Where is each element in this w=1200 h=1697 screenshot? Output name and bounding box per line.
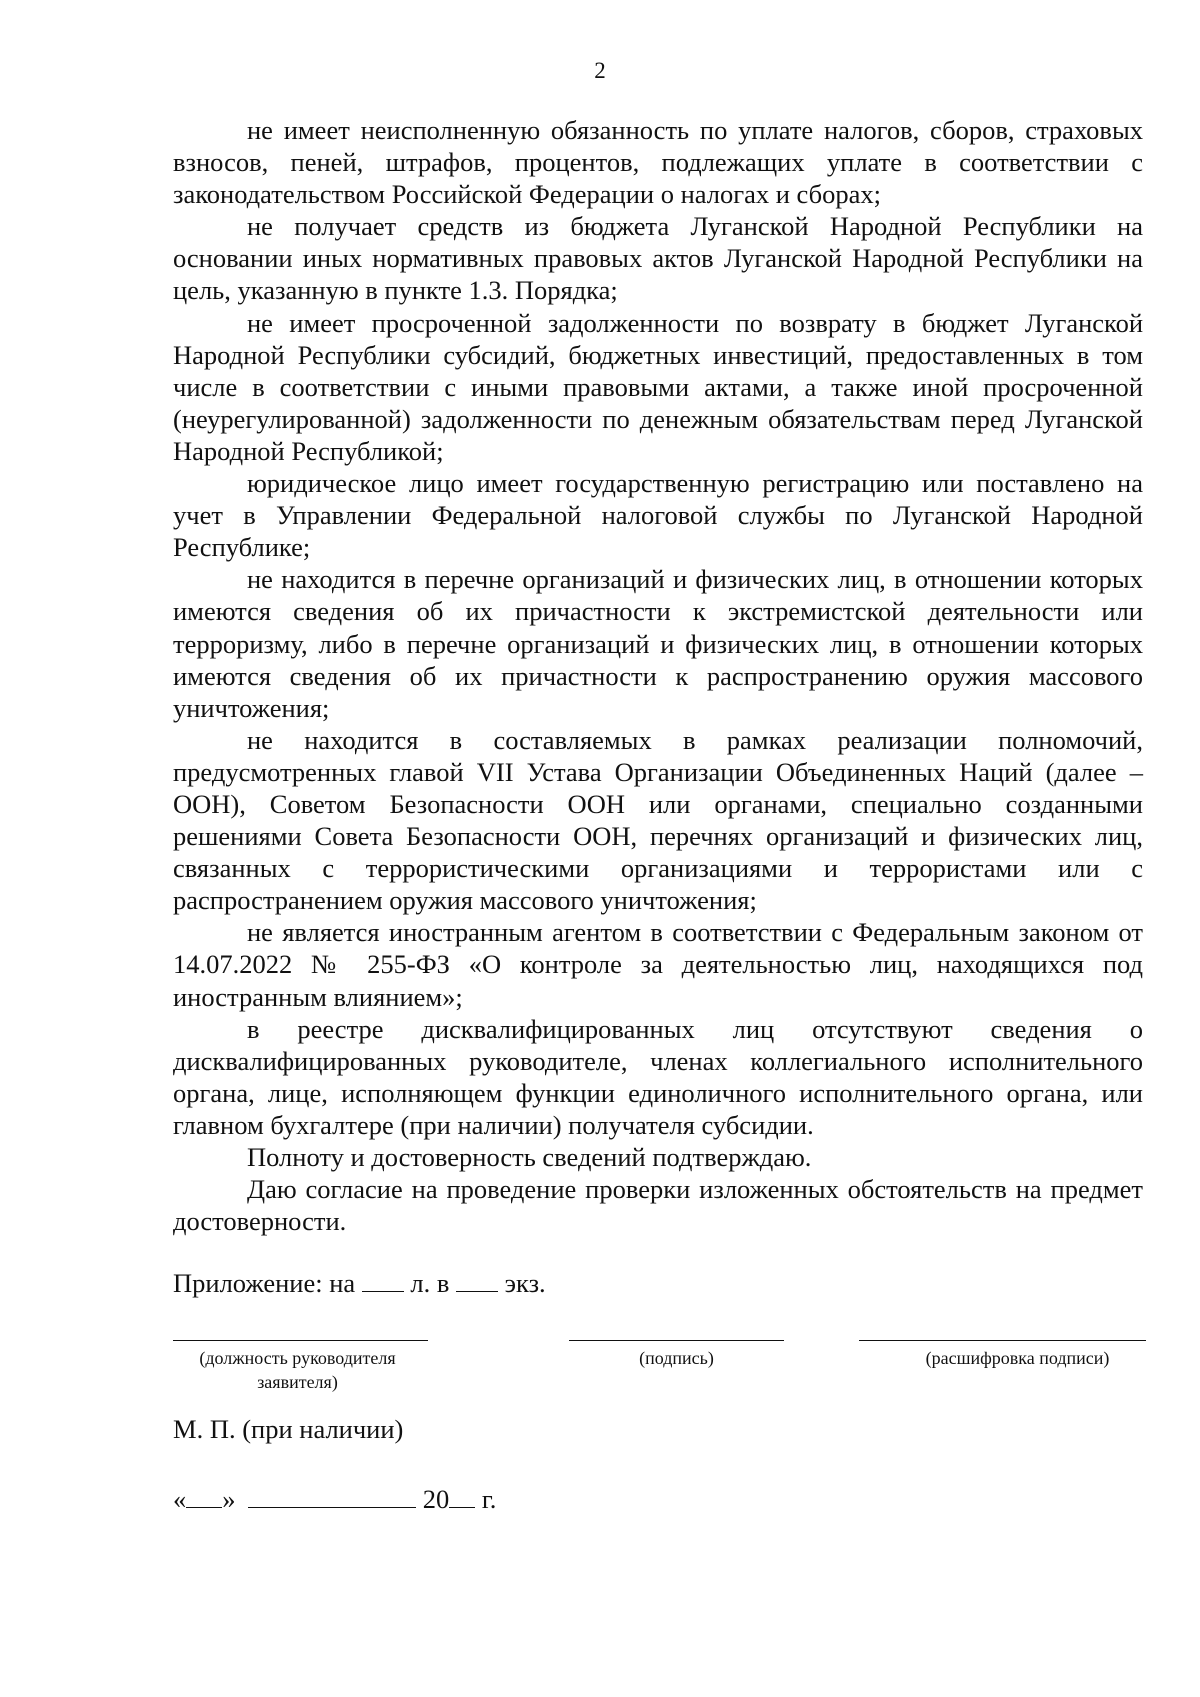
appendix-copies-blank[interactable] bbox=[456, 1269, 498, 1292]
appendix-line bbox=[173, 1268, 546, 1299]
date-year-suffix: г. bbox=[481, 1484, 497, 1514]
appendix-prefix: Приложение: на bbox=[173, 1268, 356, 1298]
paragraph-no-disqualified-persons: в реестре дисквалифицированных лиц отсутствуют сведения о дисквалифицированных руководителе, членах коллегиального исполнительного органа, лице, исполняющем функции единоличного исполнительного органа, или главном бухгалтере (при наличии) получателя субсидии. bbox=[173, 1013, 1143, 1140]
position-caption: (должность руководителя заявителя) bbox=[199, 1348, 396, 1392]
decoding-caption: (расшифровка подписи) bbox=[925, 1348, 1110, 1368]
signature-caption: (подпись) bbox=[639, 1348, 714, 1368]
date-year-prefix: 20 bbox=[422, 1484, 450, 1514]
paragraph-not-foreign-agent: не является иностранным агентом в соответствии с Федеральным законом от 14.07.2022 № 255-ФЗ «О контроле за деятельностью лиц, находящихся под иностранным влиянием»; bbox=[173, 917, 1143, 1012]
document-body bbox=[173, 114, 1143, 1237]
appendix-suffix: экз. bbox=[504, 1268, 546, 1298]
position-signature-line[interactable] bbox=[173, 1340, 428, 1341]
paragraph-confirmation: Полноту и достоверность сведений подтверждаю. bbox=[247, 1142, 812, 1172]
signature-line[interactable] bbox=[569, 1340, 784, 1341]
paragraph-consent: Даю согласие на проведение проверки изложенных обстоятельств на предмет достоверности. bbox=[173, 1174, 1143, 1237]
paragraph-no-other-budget-funds: не получает средств из бюджета Луганской Народной Республики на основании иных нормативных правовых актов Луганской Народной Республики на цель, указанную в пункте 1.3. Порядка; bbox=[173, 211, 1143, 306]
page-number: 2 bbox=[594, 58, 606, 83]
paragraph-not-in-extremist-list: не находится в перечне организаций и физических лиц, в отношении которых имеются сведения об их причастности к экстремистской деятельности или терроризму, либо в перечне организаций и физических лиц, в отношении которых имеются сведения об их причастности к распространению оружия массового уничтожения; bbox=[173, 564, 1143, 723]
date-open-quote: « bbox=[173, 1484, 187, 1514]
appendix-middle: л. в bbox=[410, 1268, 450, 1298]
seal-note: М. П. (при наличии) bbox=[173, 1414, 404, 1444]
paragraph-state-registration: юридическое лицо имеет государственную регистрацию или поставлено на учет в Управлении Федеральной налоговой службы по Луганской Народной Республике; bbox=[173, 468, 1143, 563]
paragraph-no-tax-debt: не имеет неисполненную обязанность по уплате налогов, сборов, страховых взносов, пеней, штрафов, процентов, подлежащих уплате в соответствии с законодательством Российской Федерации о налогах и сборах; bbox=[173, 115, 1143, 210]
paragraph-not-in-un-lists: не находится в составляемых в рамках реализации полномочий, предусмотренных главой VII Устава Организации Объединенных Наций (далее – ООН), Советом Безопасности ООН или органами, специально созданными решениями Совета Безопасности ООН, перечнях организаций и физических лиц, связанных с террористическими организациями и террористами или с распространением оружия массового уничтожения; bbox=[173, 724, 1143, 916]
date-day-blank[interactable] bbox=[186, 1485, 222, 1508]
signature-decoding-line[interactable] bbox=[859, 1340, 1146, 1341]
date-line bbox=[173, 1484, 496, 1515]
appendix-sheets-blank[interactable] bbox=[362, 1269, 404, 1292]
paragraph-no-overdue-debt: не имеет просроченной задолженности по возврату в бюджет Луганской Народной Республики субсидий, бюджетных инвестиций, предоставленных в том числе в соответствии с иными правовыми актами, а также иной просроченной (неурегулированной) задолженности по денежным обязательствам перед Луганской Народной Республикой; bbox=[173, 307, 1143, 466]
date-month-blank[interactable] bbox=[248, 1485, 416, 1508]
date-year-blank[interactable] bbox=[449, 1485, 475, 1508]
date-close-quote: » bbox=[222, 1484, 236, 1514]
